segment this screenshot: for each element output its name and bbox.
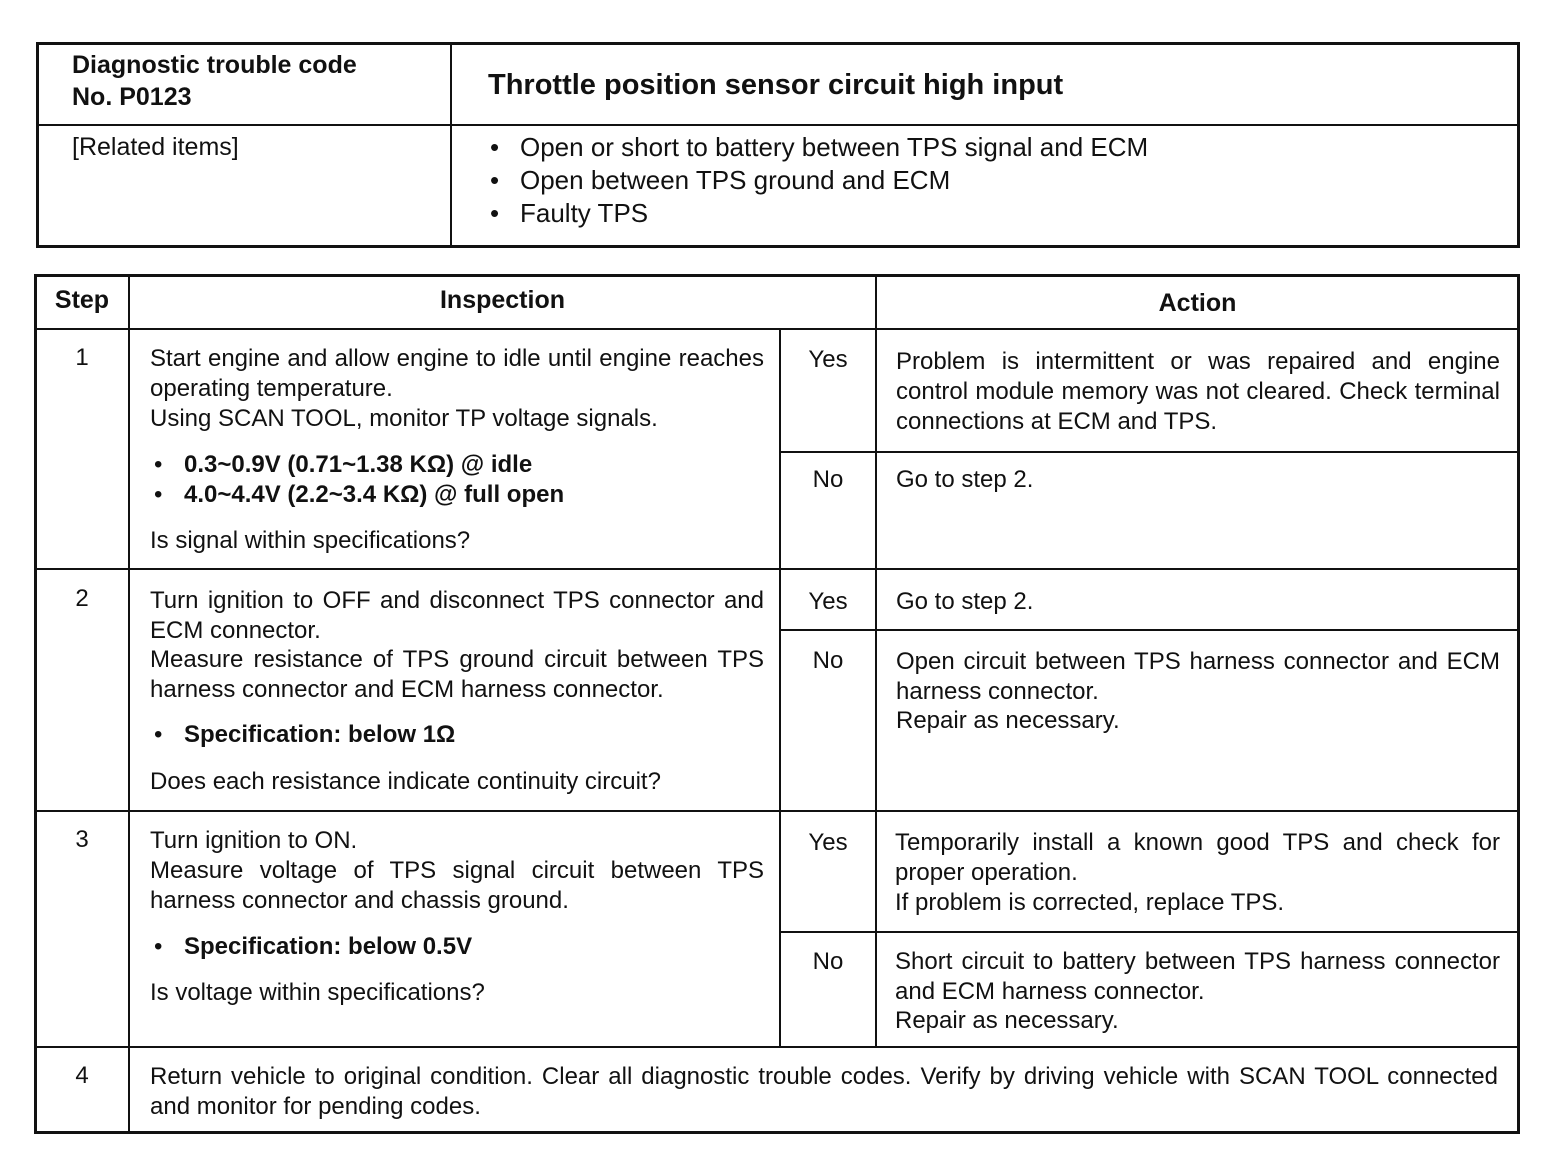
no-label: No xyxy=(812,948,844,975)
inspection-text: Using SCAN TOOL, monitor TP voltage signals. xyxy=(150,405,658,432)
no-label: No xyxy=(812,647,844,674)
dtc-code-label: Diagnostic trouble code xyxy=(72,51,357,79)
yes-action: Go to step 2. xyxy=(896,588,1034,615)
inspection-question: Is voltage within specifications? xyxy=(150,979,485,1006)
related-items-list xyxy=(488,131,1148,230)
no-action: Open circuit between TPS harness connector and ECM harness connector. xyxy=(896,648,1500,705)
step-number: 1 xyxy=(75,344,89,371)
step-number: 3 xyxy=(75,826,89,853)
row3-yes-no-rule xyxy=(779,931,1518,933)
inspection-text: Measure voltage of TPS signal circuit between TPS harness connector and chassis ground. xyxy=(150,857,764,914)
step-number: 2 xyxy=(75,585,89,612)
inspection-text: Return vehicle to original condition. Clear all diagnostic trouble codes. Verify by driving vehicle with SCAN TOOL connected and monitor for pending codes. xyxy=(150,1063,1498,1120)
inspection-question: Is signal within specifications? xyxy=(150,527,471,554)
row1-yes-no-rule xyxy=(779,451,1518,453)
spec-item: • Specification: below 0.5V xyxy=(150,932,472,962)
related-item: • Open between TPS ground and ECM xyxy=(488,164,1148,197)
no-action: Short circuit to battery between TPS harness connector and ECM harness connector. xyxy=(895,948,1500,1005)
table-header-rule xyxy=(36,328,1518,330)
no-action: Repair as necessary. xyxy=(895,1007,1119,1034)
header-action: Action xyxy=(1158,289,1237,317)
inspection-text: Measure resistance of TPS ground circuit between TPS harness connector and ECM harness connector. xyxy=(150,646,764,703)
yes-label: Yes xyxy=(808,588,848,615)
yes-action: Problem is intermittent or was repaired and engine control module memory was not cleared. Check terminal connections at ECM and TPS. xyxy=(896,348,1500,435)
row2-bottom-rule xyxy=(36,810,1518,812)
no-action: Repair as necessary. xyxy=(896,707,1120,734)
spec-item: • Specification: below 1Ω xyxy=(150,720,455,750)
header-inspection: Inspection xyxy=(439,286,565,314)
spec-list xyxy=(150,932,472,962)
spec-item: • 0.3~0.9V (0.71~1.38 KΩ) @ idle xyxy=(150,450,564,480)
related-item: • Faulty TPS xyxy=(488,197,1148,230)
no-label: No xyxy=(812,466,844,493)
dtc-title: Throttle position sensor circuit high input xyxy=(488,69,1064,101)
header-step: Step xyxy=(54,286,110,314)
inspection-text: Turn ignition to ON. xyxy=(150,827,358,854)
yes-action: If problem is corrected, replace TPS. xyxy=(895,889,1285,916)
dtc-header-divider xyxy=(450,44,452,246)
yes-label: Yes xyxy=(808,829,848,856)
dtc-header-row-divider xyxy=(38,124,1518,126)
dtc-code-number: No. P0123 xyxy=(72,83,192,111)
inspection-question: Does each resistance indicate continuity circuit? xyxy=(150,768,661,795)
spec-item: • 4.0~4.4V (2.2~3.4 KΩ) @ full open xyxy=(150,480,564,510)
inspection-text: Start engine and allow engine to idle until engine reaches operating temperature. xyxy=(150,345,764,402)
row2-yes-no-rule xyxy=(779,629,1518,631)
spec-list xyxy=(150,720,455,750)
related-items-label: [Related items] xyxy=(72,133,239,161)
table-col-divider-yesno xyxy=(779,330,781,1048)
row1-bottom-rule xyxy=(36,568,1518,570)
table-col-divider-step xyxy=(128,276,130,1132)
spec-list xyxy=(150,450,564,510)
step-number: 4 xyxy=(75,1062,89,1089)
no-action: Go to step 2. xyxy=(896,466,1034,493)
row3-bottom-rule xyxy=(36,1046,1518,1048)
inspection-text: Turn ignition to OFF and disconnect TPS connector and ECM connector. xyxy=(150,587,764,644)
yes-label: Yes xyxy=(808,346,848,373)
yes-action: Temporarily install a known good TPS and check for proper operation. xyxy=(895,829,1500,886)
related-item: • Open or short to battery between TPS signal and ECM xyxy=(488,131,1148,164)
